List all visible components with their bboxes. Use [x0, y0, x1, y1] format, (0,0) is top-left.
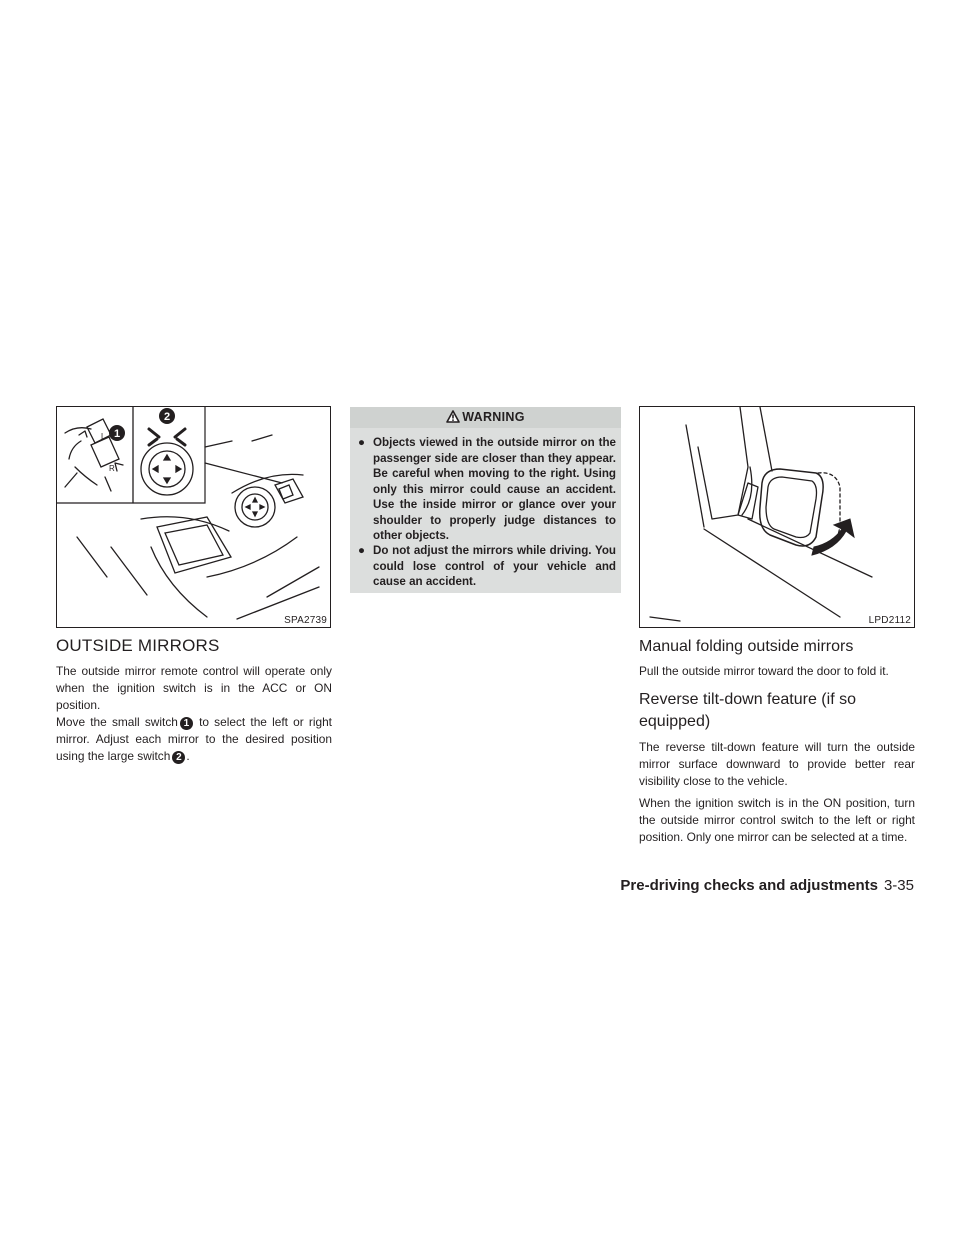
figure-callout-1: 1 [113, 428, 121, 440]
folding-mirror-illustration [640, 407, 914, 627]
inline-callout-1: 1 [180, 717, 193, 730]
para2-part-b: to select the left or right mirror. Adjust each mirror to the desired position using the large switch [56, 715, 332, 763]
para2-part-c: . [186, 749, 190, 763]
warning-heading-text: WARNING [462, 410, 525, 424]
folding-mirror-figure [639, 406, 915, 628]
warning-triangle-icon [446, 410, 460, 423]
bullet: ● [358, 436, 366, 449]
reverse-tilt-paragraph-1: The reverse tilt-down feature will turn the outside mirror surface downward to provide better rear visibility close to the vehicle. [639, 740, 915, 788]
chapter-title: Pre-driving checks and adjustments [620, 877, 878, 894]
page-footer [620, 877, 914, 894]
bullet: ● [358, 544, 366, 557]
figure-code-right: LPD2112 [868, 615, 911, 626]
warning-heading [350, 407, 621, 428]
warning-item-text: Objects viewed in the outside mirror on the passenger side are closer than they appear. Be careful when moving to the right. Using only this mirror could cause an accident. Use the inside mirror or glance over your shoulder to properly judge distances to other objects. [373, 436, 616, 542]
reverse-tilt-paragraph-2: When the ignition switch is in the ON position, turn the outside mirror control switch to the left or right position. Only one mirror can be selected at a time. [639, 796, 915, 844]
subsection-title-reverse-tilt [639, 689, 919, 733]
warning-item [358, 435, 616, 544]
warning-box [350, 407, 621, 593]
warning-item-text: Do not adjust the mirrors while driving. You could lose control of your vehicle and cause an accident. [373, 544, 616, 588]
switch-label-right: R [109, 464, 115, 473]
manual-folding-paragraph: Pull the outside mirror toward the door to fold it. [639, 664, 889, 678]
reverse-tilt-title-line-1: Reverse tilt-down feature (if so [639, 691, 856, 708]
section-title-outside-mirrors: OUTSIDE MIRRORS [56, 636, 220, 655]
outside-mirrors-paragraph-1: The outside mirror remote control will operate only when the ignition switch is in the ACC or ON position. [56, 664, 332, 712]
figure-code-left: SPA2739 [284, 615, 327, 626]
page-number: 3-35 [883, 877, 914, 894]
mirror-switch-illustration [57, 407, 330, 627]
outside-mirrors-paragraph-2 [56, 714, 332, 765]
para2-part-a: Move the small switch [56, 715, 178, 729]
reverse-tilt-title-line-2: equipped) [639, 713, 711, 730]
subsection-title-manual-folding: Manual folding outside mirrors [639, 638, 854, 655]
switch-label-left: L [101, 432, 106, 441]
figure-callout-2: 2 [163, 411, 171, 423]
inline-callout-2: 2 [172, 751, 185, 764]
mirror-switch-figure [56, 406, 331, 628]
warning-item [358, 543, 616, 590]
